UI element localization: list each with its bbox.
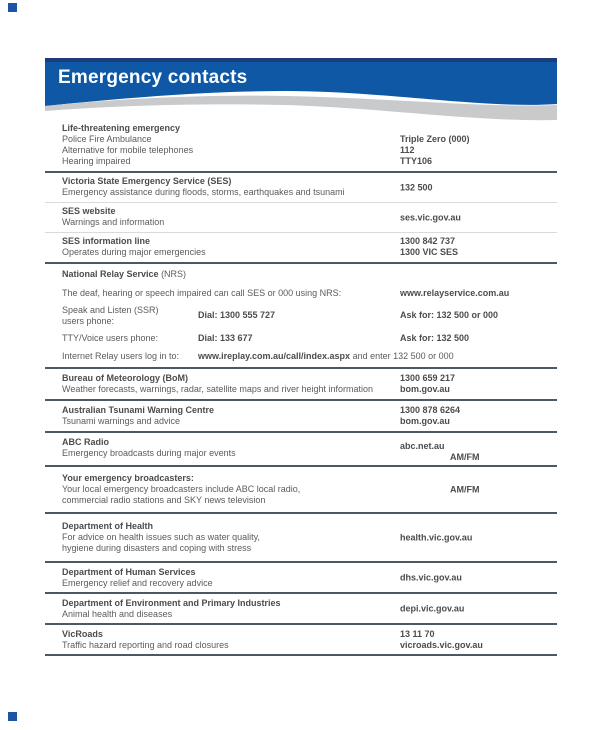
section-life-threatening (45, 120, 557, 173)
nrs-tty-row (62, 333, 557, 344)
nrs-title-bold: National Relay Service (62, 269, 159, 279)
section-desc: Emergency broadcasts during major events (62, 448, 236, 458)
contact-values (400, 373, 455, 395)
section-title: Australian Tsunami Warning Centre (62, 405, 215, 415)
contact-row (62, 156, 557, 167)
contact-row (62, 629, 557, 651)
contact-value: Triple Zero (000) (400, 134, 470, 144)
phone-value: 1300 878 6264 (400, 405, 461, 415)
dial-value: Dial: 1300 555 727 (198, 310, 276, 320)
contact-label: Speak and Listen (SSR) users phone: (62, 305, 159, 326)
contact-values (400, 236, 458, 258)
website-value: vicroads.vic.gov.au (400, 640, 483, 650)
contact-values (400, 441, 480, 463)
url-suffix: and enter 132 500 or 000 (350, 351, 454, 361)
contact-value: 112 (400, 145, 415, 155)
url-value: www.ireplay.com.au/call/index.aspx (198, 351, 351, 361)
section-ses-website (45, 203, 557, 233)
contact-row (62, 236, 557, 258)
phone-value: 13 11 70 (400, 629, 435, 639)
section-title: Bureau of Meteorology (BoM) (62, 373, 188, 383)
section-vicroads (45, 625, 557, 656)
contact-row (62, 437, 557, 462)
section-title: Department of Health (62, 521, 154, 531)
website-value: bom.gov.au (400, 384, 450, 394)
section-bom (45, 369, 557, 401)
nrs-title-suffix: (NRS) (158, 269, 187, 279)
nrs-ssr-row (62, 305, 557, 327)
section-ses-info-line (45, 233, 557, 264)
section-title (62, 269, 557, 280)
contact-row (62, 134, 557, 145)
section-title: SES website (62, 206, 116, 216)
website-value: www.relayservice.com.au (400, 288, 510, 298)
section-title: Department of Human Services (62, 567, 196, 577)
header-banner (45, 58, 557, 124)
section-title: Department of Environment and Primary Industries (62, 598, 281, 608)
website-value: dhs.vic.gov.au (400, 572, 462, 582)
section-abc-radio (45, 433, 557, 467)
corner-mark-bottom-left (8, 712, 17, 721)
contact-values (400, 405, 460, 427)
section-title: SES information line (62, 236, 151, 246)
website-value: abc.net.au (400, 441, 445, 451)
section-desc: Animal health and diseases (62, 609, 173, 619)
contact-label: Alternative for mobile telephones (62, 145, 194, 155)
contact-values (400, 629, 483, 651)
ask-value: Ask for: 132 500 or 000 (400, 310, 499, 320)
contact-label: The deaf, hearing or speech impaired can call SES or 000 using NRS: (62, 288, 342, 298)
contact-row (62, 405, 557, 427)
ask-value: Ask for: 132 500 (400, 333, 470, 343)
section-desc: Warnings and information (62, 217, 165, 227)
website-value: depi.vic.gov.au (400, 603, 465, 613)
section-desc: Traffic hazard reporting and road closures (62, 640, 229, 650)
section-title: VicRoads (62, 629, 103, 639)
page-title: Emergency contacts (58, 67, 248, 88)
corner-mark-top-left (8, 3, 17, 12)
section-title: Your emergency broadcasters: (62, 473, 194, 483)
website-value: bom.gov.au (400, 416, 450, 426)
phone-value: 1300 842 737 (400, 236, 456, 246)
section-desc: Weather forecasts, warnings, radar, satellite maps and river height information (62, 384, 373, 394)
section-title: Life-threatening emergency (62, 123, 181, 133)
contact-value: 132 500 (400, 182, 433, 192)
band-value: AM/FM (450, 452, 480, 462)
section-desc: For advice on health issues such as water quality, (62, 532, 260, 542)
phone-value: 1300 VIC SES (400, 247, 459, 257)
section-tsunami-warning (45, 401, 557, 433)
section-emergency-broadcasters (45, 467, 557, 514)
contact-label: Internet Relay users log in to: (62, 351, 180, 361)
contact-value: TTY106 (400, 156, 433, 166)
section-desc: hygiene during disasters and coping with stress (62, 543, 252, 553)
section-dept-human-services (45, 563, 557, 594)
contact-label: Police Fire Ambulance (62, 134, 152, 144)
website-value: ses.vic.gov.au (400, 212, 461, 222)
nrs-internet-row (62, 351, 557, 362)
nrs-intro-row (62, 288, 557, 299)
section-desc: Emergency relief and recovery advice (62, 578, 213, 588)
section-desc: Your local emergency broadcasters include ABC local radio, (62, 484, 301, 494)
section-desc: Operates during major emergencies (62, 247, 206, 257)
website-value: health.vic.gov.au (400, 532, 473, 542)
internet-relay-instruction (198, 351, 454, 362)
section-title: Victoria State Emergency Service (SES) (62, 176, 232, 186)
phone-value: 1300 659 217 (400, 373, 456, 383)
contact-row (62, 145, 557, 156)
band-value: AM/FM (450, 484, 480, 494)
section-desc: Tsunami warnings and advice (62, 416, 181, 426)
contact-label: TTY/Voice users phone: (62, 333, 159, 343)
section-national-relay-service (45, 264, 557, 369)
section-dept-environment (45, 594, 557, 625)
contact-row (62, 373, 557, 395)
section-ses (45, 173, 557, 203)
section-desc: commercial radio stations and SKY news television (62, 495, 266, 505)
dial-value: Dial: 133 677 (198, 333, 253, 343)
contacts-table (45, 120, 557, 656)
section-title: ABC Radio (62, 437, 109, 447)
section-desc: Emergency assistance during floods, storms, earthquakes and tsunami (62, 187, 345, 197)
section-dept-health (45, 514, 557, 563)
contact-label: Hearing impaired (62, 156, 131, 166)
